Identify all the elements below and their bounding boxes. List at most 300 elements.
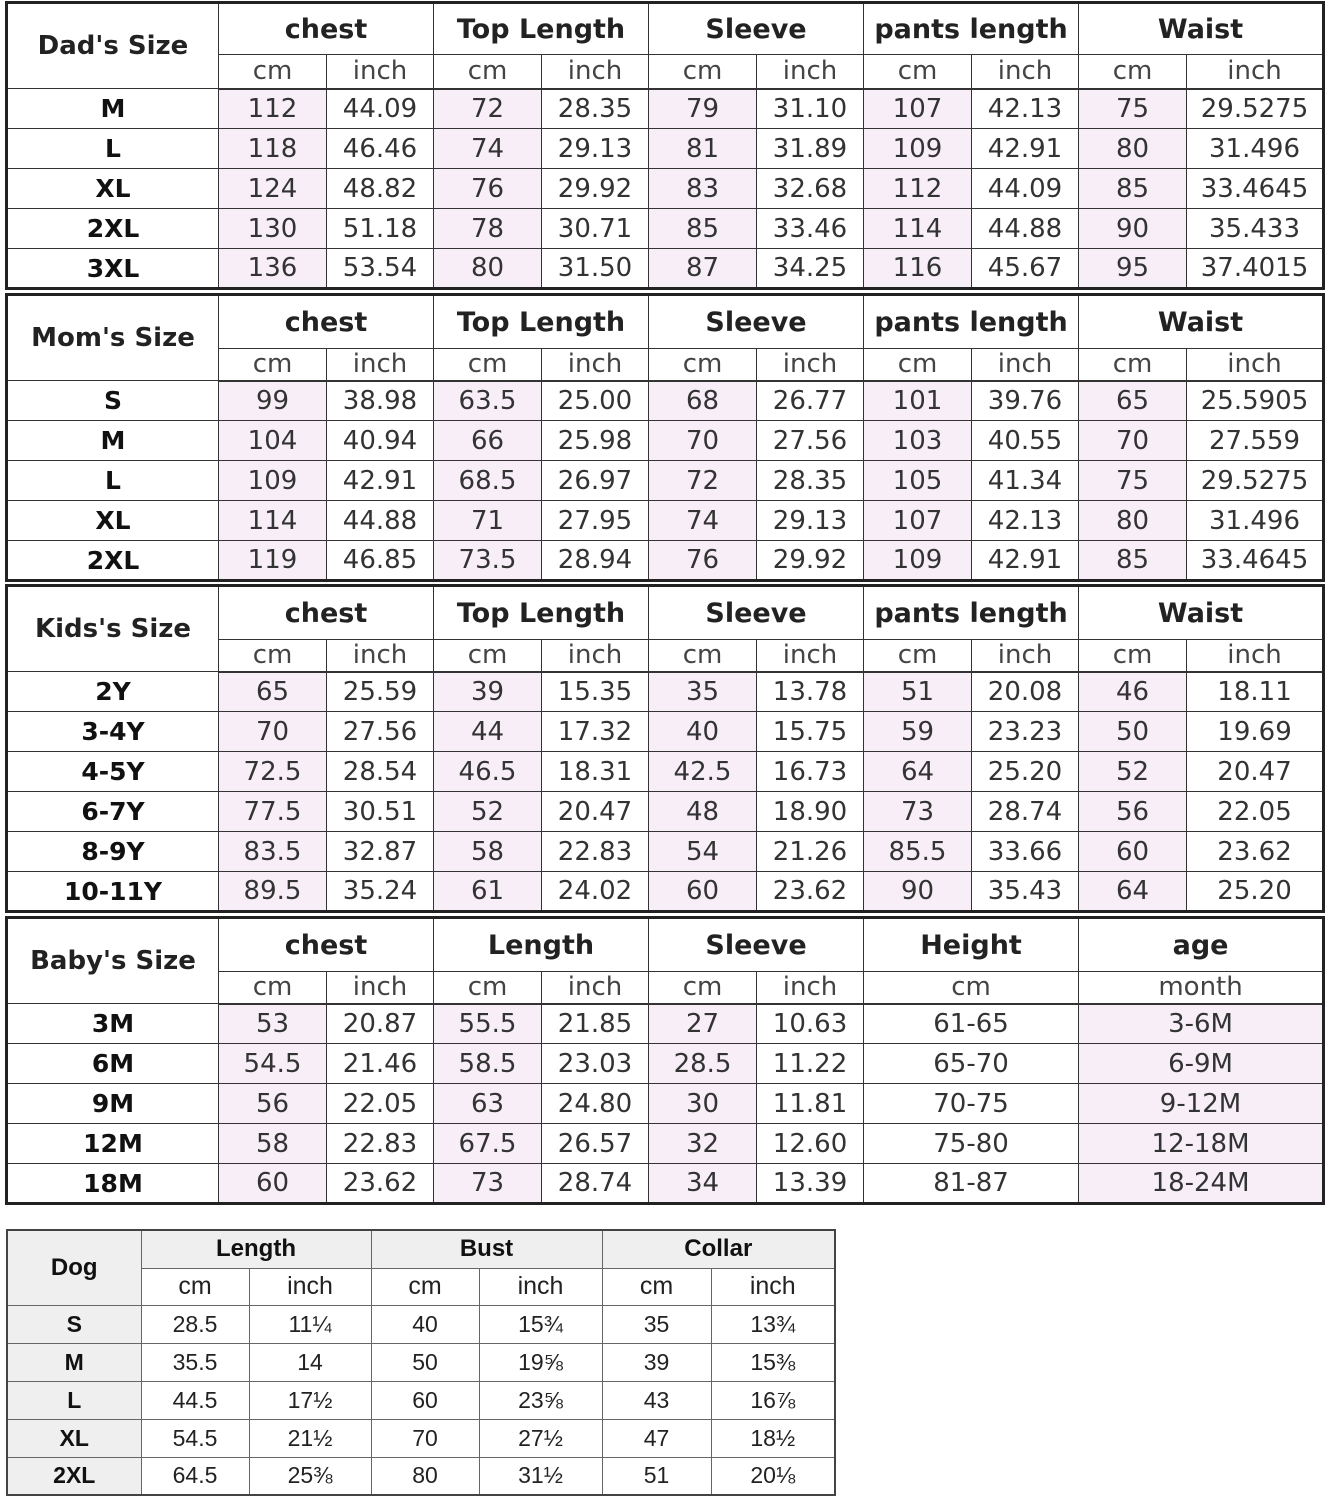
unit-header: cm bbox=[219, 972, 327, 1004]
cell: 44.09 bbox=[327, 89, 434, 129]
cell: 35.5 bbox=[141, 1343, 249, 1381]
table-row bbox=[7, 1343, 835, 1381]
cell: 53.54 bbox=[327, 249, 434, 289]
cell: 118 bbox=[219, 129, 327, 169]
cell: 44.88 bbox=[972, 209, 1079, 249]
size-label: 3-4Y bbox=[7, 712, 219, 752]
table-row bbox=[7, 672, 1324, 712]
column-group-top-length: Top Length bbox=[434, 586, 649, 640]
cell: 17½ bbox=[249, 1381, 371, 1419]
cell: 46.85 bbox=[327, 541, 434, 581]
cell: 28.35 bbox=[757, 461, 864, 501]
cell: 24.80 bbox=[542, 1084, 649, 1124]
cell: 31.496 bbox=[1187, 501, 1324, 541]
table-row bbox=[7, 209, 1324, 249]
cell: 81-87 bbox=[864, 1164, 1079, 1204]
cell: 23.03 bbox=[542, 1044, 649, 1084]
cell: 27.56 bbox=[327, 712, 434, 752]
cell: 60 bbox=[371, 1381, 479, 1419]
cell: 22.83 bbox=[327, 1124, 434, 1164]
cell: 105 bbox=[864, 461, 972, 501]
cell: 34.25 bbox=[757, 249, 864, 289]
cell: 11.22 bbox=[757, 1044, 864, 1084]
table-row bbox=[7, 832, 1324, 872]
cell: 85 bbox=[1079, 541, 1187, 581]
size-label: XL bbox=[7, 501, 219, 541]
size-label: 10-11Y bbox=[7, 872, 219, 912]
unit-header: inch bbox=[327, 972, 434, 1004]
size-label: L bbox=[7, 1381, 141, 1419]
unit-header: cm bbox=[434, 972, 542, 1004]
cell: 38.98 bbox=[327, 381, 434, 421]
cell: 10.63 bbox=[757, 1004, 864, 1044]
cell: 22.05 bbox=[1187, 792, 1324, 832]
unit-header: cm bbox=[1079, 55, 1187, 89]
cell: 29.92 bbox=[757, 541, 864, 581]
cell: 13.39 bbox=[757, 1164, 864, 1204]
size-label: 12M bbox=[7, 1124, 219, 1164]
table-row bbox=[7, 381, 1324, 421]
cell: 18½ bbox=[711, 1419, 835, 1457]
cell: 89.5 bbox=[219, 872, 327, 912]
cell: 21.46 bbox=[327, 1044, 434, 1084]
unit-header: inch bbox=[972, 55, 1079, 89]
column-group-sleeve: Sleeve bbox=[649, 918, 864, 972]
cell: 70 bbox=[1079, 421, 1187, 461]
cell: 25.5905 bbox=[1187, 381, 1324, 421]
cell: 74 bbox=[434, 129, 542, 169]
cell: 64.5 bbox=[141, 1457, 249, 1495]
cell: 76 bbox=[649, 541, 757, 581]
column-group-chest: chest bbox=[219, 918, 434, 972]
cell: 58 bbox=[219, 1124, 327, 1164]
cell: 85 bbox=[1079, 169, 1187, 209]
cell: 44.88 bbox=[327, 501, 434, 541]
cell: 31.496 bbox=[1187, 129, 1324, 169]
kids-size-table bbox=[5, 584, 1325, 913]
unit-header: inch bbox=[1187, 55, 1324, 89]
cell: 54.5 bbox=[219, 1044, 327, 1084]
size-label: 2XL bbox=[7, 541, 219, 581]
cell: 27.95 bbox=[542, 501, 649, 541]
table-row bbox=[7, 1004, 1324, 1044]
cell: 25.59 bbox=[327, 672, 434, 712]
cell: 29.13 bbox=[542, 129, 649, 169]
cell: 29.5275 bbox=[1187, 461, 1324, 501]
cell: 58 bbox=[434, 832, 542, 872]
cell: 39.76 bbox=[972, 381, 1079, 421]
column-group-length: Length bbox=[434, 918, 649, 972]
size-label: 6M bbox=[7, 1044, 219, 1084]
cell: 51.18 bbox=[327, 209, 434, 249]
cell: 33.46 bbox=[757, 209, 864, 249]
cell: 52 bbox=[1079, 752, 1187, 792]
size-label: 2XL bbox=[7, 1457, 141, 1495]
cell: 70 bbox=[649, 421, 757, 461]
cell: 31.10 bbox=[757, 89, 864, 129]
section-label: Mom's Size bbox=[7, 295, 219, 381]
cell: 114 bbox=[864, 209, 972, 249]
cell: 53 bbox=[219, 1004, 327, 1044]
cell: 35 bbox=[602, 1305, 711, 1343]
cell: 61 bbox=[434, 872, 542, 912]
cell: 21½ bbox=[249, 1419, 371, 1457]
unit-header: inch bbox=[757, 640, 864, 672]
cell: 43 bbox=[602, 1381, 711, 1419]
size-label: S bbox=[7, 381, 219, 421]
column-group-bust: Bust bbox=[371, 1230, 602, 1268]
column-group-waist: Waist bbox=[1079, 295, 1324, 349]
size-label: 2XL bbox=[7, 209, 219, 249]
cell: 18.11 bbox=[1187, 672, 1324, 712]
cell: 114 bbox=[219, 501, 327, 541]
cell: 18.31 bbox=[542, 752, 649, 792]
column-group-chest: chest bbox=[219, 3, 434, 55]
table-row bbox=[7, 461, 1324, 501]
cell: 85 bbox=[649, 209, 757, 249]
section-label: Dad's Size bbox=[7, 3, 219, 89]
table-row bbox=[7, 872, 1324, 912]
cell: 33.4645 bbox=[1187, 169, 1324, 209]
cell: 58.5 bbox=[434, 1044, 542, 1084]
unit-header: cm bbox=[219, 640, 327, 672]
cell: 30.51 bbox=[327, 792, 434, 832]
cell: 27 bbox=[649, 1004, 757, 1044]
unit-header: inch bbox=[327, 349, 434, 381]
column-group-sleeve: Sleeve bbox=[649, 3, 864, 55]
unit-header: inch bbox=[542, 640, 649, 672]
cell: 124 bbox=[219, 169, 327, 209]
size-label: 3M bbox=[7, 1004, 219, 1044]
cell: 27½ bbox=[479, 1419, 602, 1457]
unit-header: inch bbox=[1187, 640, 1324, 672]
cell: 68.5 bbox=[434, 461, 542, 501]
cell: 51 bbox=[602, 1457, 711, 1495]
size-label: M bbox=[7, 421, 219, 461]
mom-size-table bbox=[5, 293, 1325, 582]
unit-header: inch bbox=[327, 55, 434, 89]
cell: 15.35 bbox=[542, 672, 649, 712]
cell: 60 bbox=[219, 1164, 327, 1204]
unit-header: inch bbox=[327, 640, 434, 672]
cell: 12.60 bbox=[757, 1124, 864, 1164]
cell: 40.55 bbox=[972, 421, 1079, 461]
table-row bbox=[7, 421, 1324, 461]
unit-header: cm bbox=[602, 1268, 711, 1305]
cell: 72 bbox=[649, 461, 757, 501]
cell: 61-65 bbox=[864, 1004, 1079, 1044]
unit-header: cm bbox=[649, 640, 757, 672]
cell: 28.5 bbox=[649, 1044, 757, 1084]
cell: 51 bbox=[864, 672, 972, 712]
cell: 25.20 bbox=[1187, 872, 1324, 912]
cell: 39 bbox=[434, 672, 542, 712]
cell: 75 bbox=[1079, 461, 1187, 501]
cell: 70-75 bbox=[864, 1084, 1079, 1124]
unit-header: cm bbox=[434, 349, 542, 381]
column-group-waist: Waist bbox=[1079, 3, 1324, 55]
cell: 15.75 bbox=[757, 712, 864, 752]
cell: 78 bbox=[434, 209, 542, 249]
cell: 25.98 bbox=[542, 421, 649, 461]
cell: 112 bbox=[219, 89, 327, 129]
column-group-top-length: Top Length bbox=[434, 3, 649, 55]
unit-header: cm bbox=[864, 55, 972, 89]
cell: 65 bbox=[219, 672, 327, 712]
cell: 21.85 bbox=[542, 1004, 649, 1044]
cell: 20.47 bbox=[542, 792, 649, 832]
cell: 101 bbox=[864, 381, 972, 421]
size-label: XL bbox=[7, 1419, 141, 1457]
column-group-sleeve: Sleeve bbox=[649, 586, 864, 640]
cell: 23.62 bbox=[757, 872, 864, 912]
size-label: 2Y bbox=[7, 672, 219, 712]
table-row bbox=[7, 1124, 1324, 1164]
cell: 46.46 bbox=[327, 129, 434, 169]
cell: 90 bbox=[864, 872, 972, 912]
cell: 11.81 bbox=[757, 1084, 864, 1124]
cell: 59 bbox=[864, 712, 972, 752]
cell: 26.97 bbox=[542, 461, 649, 501]
size-label: M bbox=[7, 1343, 141, 1381]
table-row bbox=[7, 1084, 1324, 1124]
cell: 42.91 bbox=[972, 129, 1079, 169]
cell: 79 bbox=[649, 89, 757, 129]
unit-header: inch bbox=[542, 349, 649, 381]
size-label: 4-5Y bbox=[7, 752, 219, 792]
cell: 23.62 bbox=[1187, 832, 1324, 872]
cell: 70 bbox=[219, 712, 327, 752]
cell: 40 bbox=[371, 1305, 479, 1343]
cell: 81 bbox=[649, 129, 757, 169]
cell: 23⅝ bbox=[479, 1381, 602, 1419]
column-group-pants-length: pants length bbox=[864, 295, 1079, 349]
cell: 33.66 bbox=[972, 832, 1079, 872]
unit-header: inch bbox=[711, 1268, 835, 1305]
column-group-collar: Collar bbox=[602, 1230, 835, 1268]
unit-header: cm bbox=[864, 640, 972, 672]
cell: 46 bbox=[1079, 672, 1187, 712]
unit-header: cm bbox=[141, 1268, 249, 1305]
cell: 64 bbox=[1079, 872, 1187, 912]
cell: 75-80 bbox=[864, 1124, 1079, 1164]
cell: 17.32 bbox=[542, 712, 649, 752]
table-row bbox=[7, 1305, 835, 1343]
table-row bbox=[7, 712, 1324, 752]
cell: 75 bbox=[1079, 89, 1187, 129]
unit-header: cm bbox=[1079, 349, 1187, 381]
cell: 45.67 bbox=[972, 249, 1079, 289]
size-label: 6-7Y bbox=[7, 792, 219, 832]
cell: 54 bbox=[649, 832, 757, 872]
cell: 47 bbox=[602, 1419, 711, 1457]
cell: 70 bbox=[371, 1419, 479, 1457]
size-label: L bbox=[7, 461, 219, 501]
cell: 60 bbox=[649, 872, 757, 912]
cell: 3-6M bbox=[1079, 1004, 1324, 1044]
cell: 15¾ bbox=[479, 1305, 602, 1343]
unit-header: cm bbox=[219, 55, 327, 89]
column-group-sleeve: Sleeve bbox=[649, 295, 864, 349]
cell: 28.5 bbox=[141, 1305, 249, 1343]
unit-header: cm bbox=[864, 972, 1079, 1004]
cell: 26.77 bbox=[757, 381, 864, 421]
table-row bbox=[7, 501, 1324, 541]
cell: 26.57 bbox=[542, 1124, 649, 1164]
cell: 20⅛ bbox=[711, 1457, 835, 1495]
cell: 55.5 bbox=[434, 1004, 542, 1044]
cell: 29.92 bbox=[542, 169, 649, 209]
cell: 64 bbox=[864, 752, 972, 792]
cell: 19⅝ bbox=[479, 1343, 602, 1381]
unit-header: cm bbox=[219, 349, 327, 381]
cell: 28.35 bbox=[542, 89, 649, 129]
cell: 24.02 bbox=[542, 872, 649, 912]
table-row bbox=[7, 1381, 835, 1419]
cell: 67.5 bbox=[434, 1124, 542, 1164]
cell: 42.13 bbox=[972, 501, 1079, 541]
cell: 42.5 bbox=[649, 752, 757, 792]
cell: 116 bbox=[864, 249, 972, 289]
cell: 73 bbox=[434, 1164, 542, 1204]
unit-header: cm bbox=[649, 349, 757, 381]
cell: 44.09 bbox=[972, 169, 1079, 209]
cell: 85.5 bbox=[864, 832, 972, 872]
cell: 27.559 bbox=[1187, 421, 1324, 461]
cell: 23.62 bbox=[327, 1164, 434, 1204]
table-row bbox=[7, 752, 1324, 792]
size-label: XL bbox=[7, 169, 219, 209]
section-label: Dog bbox=[7, 1230, 141, 1305]
cell: 28.54 bbox=[327, 752, 434, 792]
cell: 13¾ bbox=[711, 1305, 835, 1343]
unit-header: inch bbox=[1187, 349, 1324, 381]
unit-header: inch bbox=[249, 1268, 371, 1305]
section-label: Baby's Size bbox=[7, 918, 219, 1004]
cell: 76 bbox=[434, 169, 542, 209]
cell: 109 bbox=[864, 129, 972, 169]
cell: 20.87 bbox=[327, 1004, 434, 1044]
unit-header: inch bbox=[542, 55, 649, 89]
section-label: Kids's Size bbox=[7, 586, 219, 672]
dog-size-table bbox=[6, 1229, 836, 1496]
unit-header: cm bbox=[864, 349, 972, 381]
cell: 31.50 bbox=[542, 249, 649, 289]
column-group-pants-length: pants length bbox=[864, 3, 1079, 55]
cell: 40 bbox=[649, 712, 757, 752]
cell: 50 bbox=[1079, 712, 1187, 752]
cell: 40.94 bbox=[327, 421, 434, 461]
cell: 13.78 bbox=[757, 672, 864, 712]
cell: 9-12M bbox=[1079, 1084, 1324, 1124]
unit-header: cm bbox=[1079, 640, 1187, 672]
cell: 109 bbox=[864, 541, 972, 581]
cell: 73 bbox=[864, 792, 972, 832]
cell: 33.4645 bbox=[1187, 541, 1324, 581]
cell: 130 bbox=[219, 209, 327, 249]
table-row bbox=[7, 169, 1324, 209]
cell: 29.13 bbox=[757, 501, 864, 541]
cell: 31.89 bbox=[757, 129, 864, 169]
cell: 44 bbox=[434, 712, 542, 752]
cell: 80 bbox=[1079, 129, 1187, 169]
size-label: 18M bbox=[7, 1164, 219, 1204]
cell: 63.5 bbox=[434, 381, 542, 421]
column-group-height: Height bbox=[864, 918, 1079, 972]
cell: 68 bbox=[649, 381, 757, 421]
cell: 18.90 bbox=[757, 792, 864, 832]
cell: 56 bbox=[219, 1084, 327, 1124]
cell: 48 bbox=[649, 792, 757, 832]
cell: 16⅞ bbox=[711, 1381, 835, 1419]
cell: 56 bbox=[1079, 792, 1187, 832]
table-row bbox=[7, 541, 1324, 581]
cell: 72 bbox=[434, 89, 542, 129]
cell: 77.5 bbox=[219, 792, 327, 832]
column-group-top-length: Top Length bbox=[434, 295, 649, 349]
cell: 80 bbox=[434, 249, 542, 289]
cell: 99 bbox=[219, 381, 327, 421]
column-group-waist: Waist bbox=[1079, 586, 1324, 640]
cell: 34 bbox=[649, 1164, 757, 1204]
cell: 44.5 bbox=[141, 1381, 249, 1419]
cell: 21.26 bbox=[757, 832, 864, 872]
size-label: 3XL bbox=[7, 249, 219, 289]
table-row bbox=[7, 1044, 1324, 1084]
cell: 19.69 bbox=[1187, 712, 1324, 752]
cell: 25⅜ bbox=[249, 1457, 371, 1495]
column-group-chest: chest bbox=[219, 586, 434, 640]
table-row bbox=[7, 89, 1324, 129]
cell: 71 bbox=[434, 501, 542, 541]
cell: 27.56 bbox=[757, 421, 864, 461]
baby-size-table bbox=[5, 916, 1325, 1205]
cell: 83.5 bbox=[219, 832, 327, 872]
cell: 30.71 bbox=[542, 209, 649, 249]
column-group-chest: chest bbox=[219, 295, 434, 349]
cell: 87 bbox=[649, 249, 757, 289]
cell: 54.5 bbox=[141, 1419, 249, 1457]
cell: 42.13 bbox=[972, 89, 1079, 129]
cell: 14 bbox=[249, 1343, 371, 1381]
unit-header: inch bbox=[757, 55, 864, 89]
cell: 16.73 bbox=[757, 752, 864, 792]
cell: 103 bbox=[864, 421, 972, 461]
cell: 42.91 bbox=[327, 461, 434, 501]
unit-header: cm bbox=[434, 55, 542, 89]
table-row bbox=[7, 129, 1324, 169]
cell: 80 bbox=[1079, 501, 1187, 541]
cell: 32 bbox=[649, 1124, 757, 1164]
cell: 107 bbox=[864, 501, 972, 541]
unit-header: inch bbox=[972, 640, 1079, 672]
cell: 35.43 bbox=[972, 872, 1079, 912]
table-row bbox=[7, 1457, 835, 1495]
cell: 28.94 bbox=[542, 541, 649, 581]
cell: 28.74 bbox=[542, 1164, 649, 1204]
cell: 65-70 bbox=[864, 1044, 1079, 1084]
cell: 20.08 bbox=[972, 672, 1079, 712]
cell: 65 bbox=[1079, 381, 1187, 421]
cell: 95 bbox=[1079, 249, 1187, 289]
column-group-pants-length: pants length bbox=[864, 586, 1079, 640]
unit-header: cm bbox=[434, 640, 542, 672]
cell: 25.20 bbox=[972, 752, 1079, 792]
table-row bbox=[7, 792, 1324, 832]
unit-header: cm bbox=[649, 972, 757, 1004]
cell: 136 bbox=[219, 249, 327, 289]
cell: 63 bbox=[434, 1084, 542, 1124]
